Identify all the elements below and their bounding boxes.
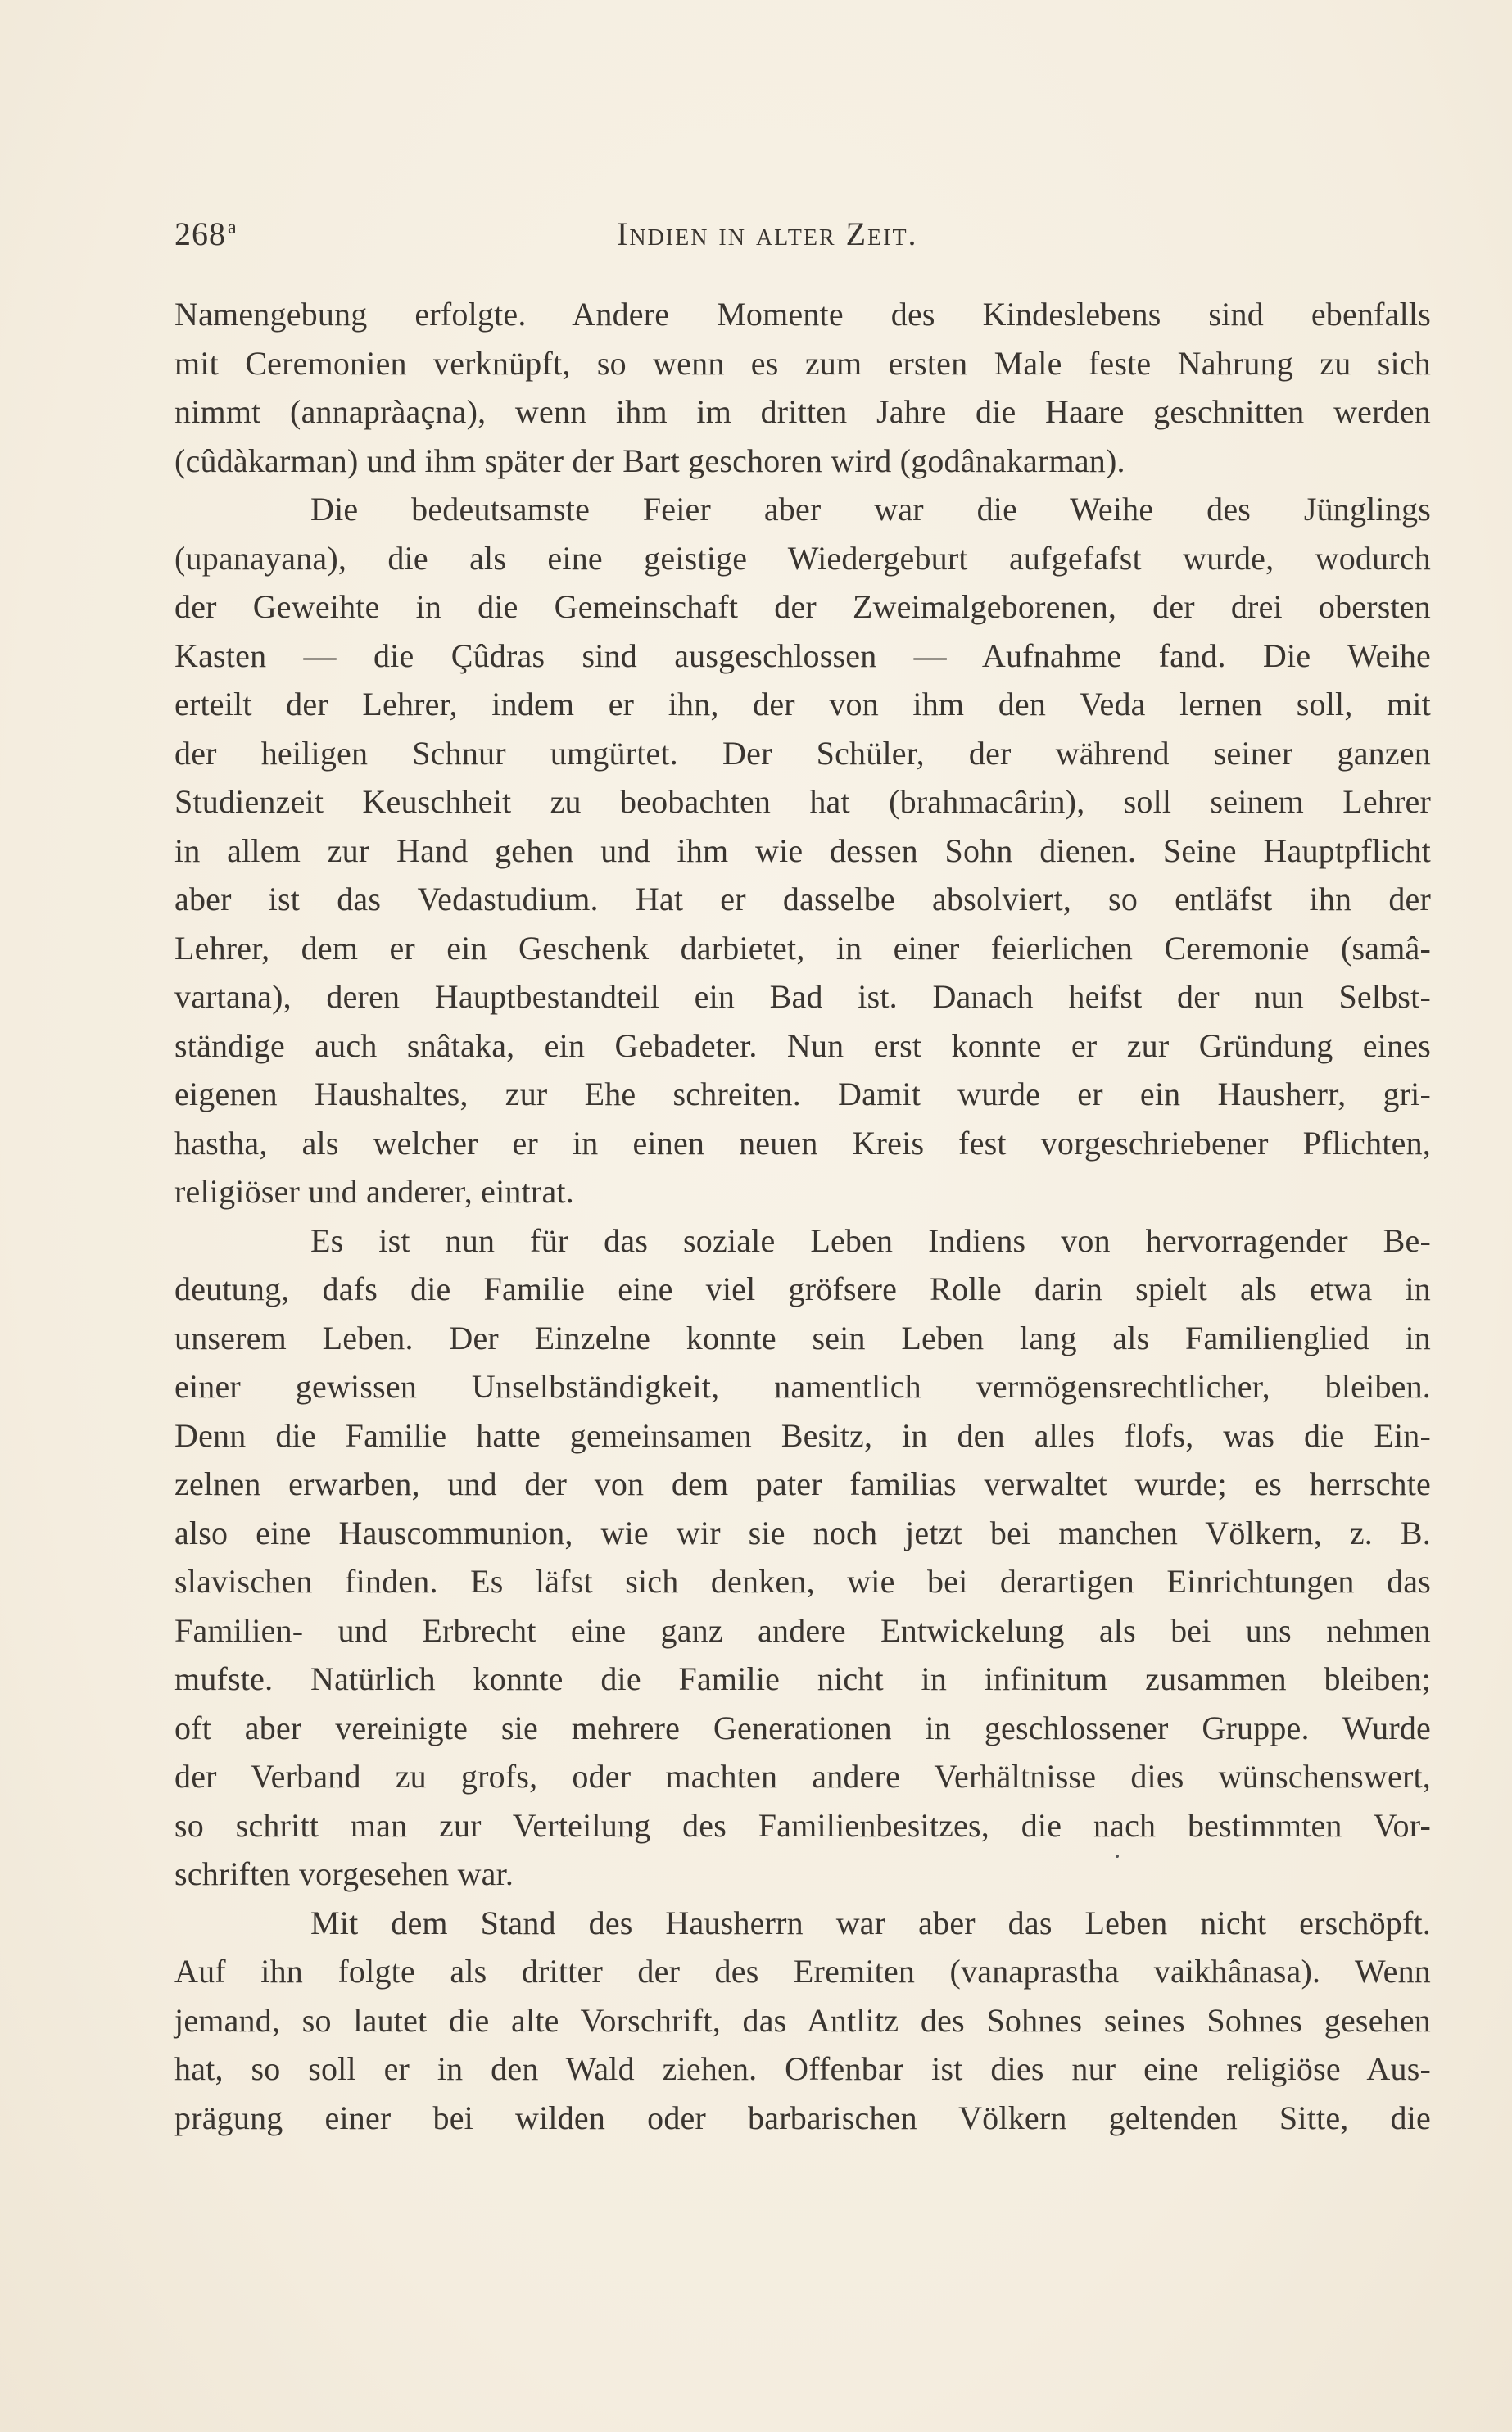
text-line: slavischen finden. Es läfst sich denken, wie bei derartigen Einrichtungen das xyxy=(174,1563,1431,1600)
text-line: Studienzeit Keuschheit zu beobachten hat (brahmacârin), soll seinem Lehrer xyxy=(174,783,1431,820)
print-speck xyxy=(1116,1855,1119,1858)
text-line: (upanayana), die als eine geistige Wiedergeburt aufgefafst wurde, wodurch xyxy=(174,539,1431,577)
text-line: prägung einer bei wilden oder barbarischen Völkern geltenden Sitte, die xyxy=(174,2099,1431,2136)
text-line: jemand, so lautet die alte Vorschrift, das Antlitz des Sohnes seines Sohnes gesehen xyxy=(174,2001,1431,2039)
page-number: 268$^a$ xyxy=(174,215,238,252)
running-title: Indien in alter Zeit. xyxy=(617,215,918,252)
text-line: zelnen erwarben, und der von dem pater familias verwaltet wurde; es herrschte xyxy=(174,1465,1431,1502)
text-line: Auf ihn folgte als dritter der des Eremiten (vanaprastha vaikhânasa). Wenn xyxy=(174,1953,1431,1990)
text-line: hastha, als welcher er in einen neuen Kreis fest vorgeschriebener Pflichten, xyxy=(174,1124,1431,1162)
text-line: erteilt der Lehrer, indem er ihn, der von ihm den Veda lernen soll, mit xyxy=(174,686,1431,722)
text-line: also eine Hauscommunion, wie wir sie noch jetzt bei manchen Völkern, z. B. xyxy=(174,1514,1431,1551)
text-line: ständige auch snâtaka, ein Gebadeter. Nun erst konnte er zur Gründung eines xyxy=(174,1026,1431,1064)
text-line: hat, so soll er in den Wald ziehen. Offenbar ist dies nur eine religiöse Aus- xyxy=(174,2050,1431,2087)
text-line: religiöser und anderer, eintrat. xyxy=(174,1173,574,1210)
page-number-suffix: a xyxy=(228,216,238,238)
paragraph-start-line: Es ist nun für das soziale Leben Indiens von hervorragender Be- xyxy=(310,1221,1431,1259)
text-line: der Verband zu grofs, oder machten andere Verhältnisse dies wünschenswert, xyxy=(174,1758,1431,1795)
text-line: oft aber vereinigte sie mehrere Generationen in geschlossener Gruppe. Wurde xyxy=(174,1709,1431,1746)
text-line: der heiligen Schnur umgürtet. Der Schüler, der während seiner ganzen xyxy=(174,734,1431,772)
text-line: eigenen Haushaltes, zur Ehe schreiten. Damit wurde er ein Hausherr, gri- xyxy=(174,1076,1431,1112)
page-header xyxy=(174,215,1338,264)
text-line: mufste. Natürlich konnte die Familie nicht in infinitum zusammen bleiben; xyxy=(174,1660,1431,1697)
text-line: einer gewissen Unselbständigkeit, namentlich vermögensrechtlicher, bleiben. xyxy=(174,1368,1431,1405)
text-line: schriften vorgesehen war. xyxy=(174,1855,514,1892)
text-line: vartana), deren Hauptbestandteil ein Bad ist. Danach heifst der nun Selbst- xyxy=(174,978,1431,1015)
text-line: aber ist das Vedastudium. Hat er dasselbe absolviert, so entläfst ihn der xyxy=(174,881,1431,917)
paragraph-start-line: Mit dem Stand des Hausherrn war aber das Leben nicht erschöpft. xyxy=(310,1904,1431,1941)
text-line: Denn die Familie hatte gemeinsamen Besitz, in den alles flofs, was die Ein- xyxy=(174,1416,1431,1454)
text-line: mit Ceremonien verknüpft, so wenn es zum ersten Male feste Nahrung zu sich xyxy=(174,344,1431,382)
text-line: Familien- und Erbrecht eine ganz andere Entwickelung als bei uns nehmen xyxy=(174,1611,1431,1649)
text-line: deutung, dafs die Familie eine viel gröfsere Rolle darin spielt als etwa in xyxy=(174,1270,1431,1307)
text-line: nimmt (annapràaçna), wenn ihm im dritten Jahre die Haare geschnitten werden xyxy=(174,393,1431,430)
text-line: (cûdàkarman) und ihm später der Bart geschoren wird (godânakarman). xyxy=(174,442,1125,479)
text-line: so schritt man zur Verteilung des Familienbesitzes, die nach bestimmten Vor- xyxy=(174,1806,1431,1844)
text-line: unserem Leben. Der Einzelne konnte sein Leben lang als Familienglied in xyxy=(174,1319,1431,1356)
text-line: Lehrer, dem er ein Geschenk darbietet, in einer feierlichen Ceremonie (samâ- xyxy=(174,929,1431,967)
body-text xyxy=(174,290,1431,2142)
paragraph-start-line: Die bedeutsamste Feier aber war die Weihe des Jünglings xyxy=(310,491,1431,528)
text-line: Kasten — die Çûdras sind ausgeschlossen — Aufnahme fand. Die Weihe xyxy=(174,636,1431,674)
text-line: in allem zur Hand gehen und ihm wie dessen Sohn dienen. Seine Hauptpflicht xyxy=(174,831,1431,869)
text-line: Namengebung erfolgte. Andere Momente des Kindeslebens sind ebenfalls xyxy=(174,296,1431,333)
text-line: der Geweihte in die Gemeinschaft der Zweimalgeborenen, der drei obersten xyxy=(174,588,1431,625)
